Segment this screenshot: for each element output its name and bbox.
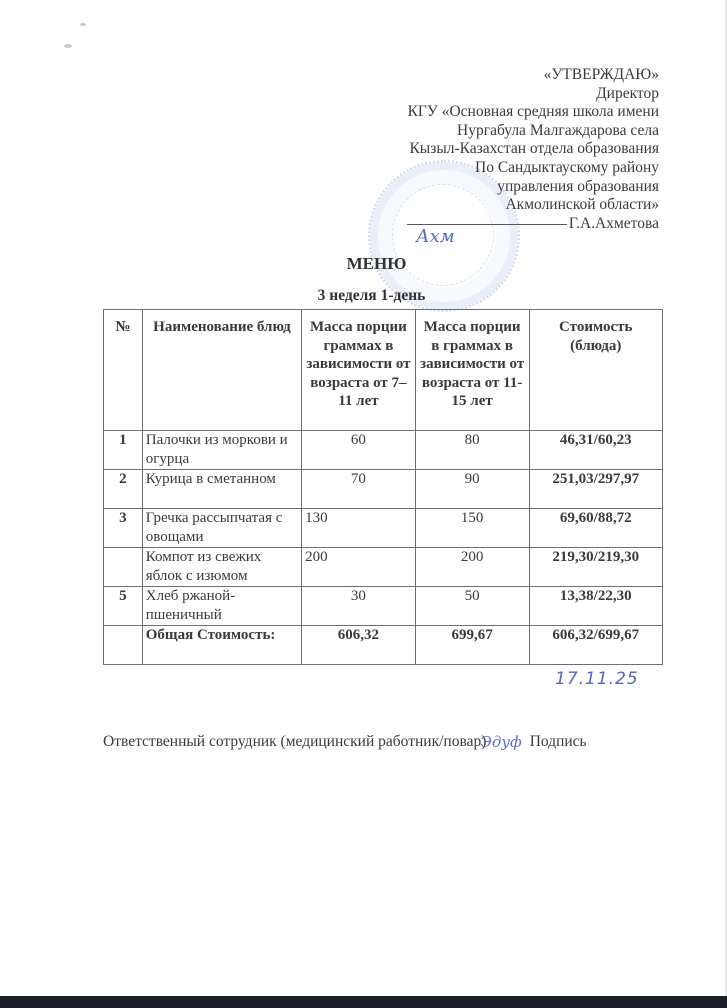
approval-line: Директор <box>596 84 659 102</box>
row-cost: 46,31/60,23 <box>529 431 663 470</box>
page-subtitle: 3 неделя 1-день <box>317 287 426 304</box>
table-row <box>104 548 663 587</box>
row-mass-11-15: 200 <box>415 548 529 587</box>
approval-line: Нургабула Малгаждарова села <box>457 121 659 139</box>
table-row <box>104 587 663 626</box>
approval-block <box>407 66 659 233</box>
total-mass-11-15: 699,67 <box>415 626 529 665</box>
row-name: Курица в сметанном <box>142 470 301 509</box>
scanner-edge <box>0 996 727 1008</box>
signatory-name: Г.А.Ахметова <box>568 214 659 232</box>
responsible-line <box>103 732 587 751</box>
row-mass-7-11: 30 <box>302 587 416 626</box>
approval-line: Кызыл-Казахстан отдела образования <box>409 140 659 158</box>
row-cost: 219,30/219,30 <box>529 548 663 587</box>
scan-speck <box>64 44 72 48</box>
row-mass-11-15: 50 <box>415 587 529 626</box>
row-cost: 69,60/88,72 <box>529 509 663 548</box>
signature-underline <box>407 224 567 225</box>
row-cost: 13,38/22,30 <box>529 587 663 626</box>
row-num: 1 <box>104 431 143 470</box>
approval-line: По Сандыктаускому району <box>475 158 659 176</box>
row-num: 5 <box>104 587 143 626</box>
row-name: Палочки из моркови и огурца <box>142 431 301 470</box>
total-label: Общая Стоимость: <box>142 626 301 665</box>
table-row <box>104 509 663 548</box>
row-num <box>104 548 143 587</box>
row-mass-7-11: 70 <box>302 470 416 509</box>
header-num: № <box>104 310 143 431</box>
row-name: Компот из свежих яблок с изюмом <box>142 548 301 587</box>
total-num <box>104 626 143 665</box>
cook-signature: Эдуф <box>480 733 522 751</box>
approval-line: «УТВЕРЖДАЮ» <box>543 66 659 83</box>
total-cost: 606,32/699,67 <box>529 626 663 665</box>
row-mass-11-15: 150 <box>415 509 529 548</box>
signature-label: Подпись <box>529 733 587 750</box>
row-mass-7-11: 200 <box>302 548 416 587</box>
row-mass-11-15: 80 <box>415 431 529 470</box>
approval-line: КГУ «Основная средняя школа имени <box>407 103 659 121</box>
header-name: Наименование блюд <box>142 310 301 431</box>
page-title: МЕНЮ <box>346 254 407 273</box>
approval-line: управления образования <box>497 177 659 195</box>
row-num: 3 <box>104 509 143 548</box>
row-mass-7-11: 60 <box>302 431 416 470</box>
header-mass-7-11: Масса порции граммах в зависимости от возраста от 7–11 лет <box>302 310 416 431</box>
table-row <box>104 431 663 470</box>
menu-table <box>103 309 663 665</box>
director-signature: Ахм <box>416 226 455 247</box>
table-header-row <box>104 310 663 431</box>
row-mass-7-11: 130 <box>302 509 416 548</box>
handwritten-date: 17.11.25 <box>555 669 639 689</box>
responsible-label: Ответственный сотрудник (медицинский работник/повар) <box>103 733 487 750</box>
header-cost: Стоимость (блюда) <box>529 310 663 431</box>
row-name: Хлеб ржаной-пшеничный <box>142 587 301 626</box>
approval-line: Акмолинской области» <box>505 196 659 214</box>
header-mass-11-15: Масса порции в граммах в зависимости от возраста от 11-15 лет <box>415 310 529 431</box>
row-mass-11-15: 90 <box>415 470 529 509</box>
row-num: 2 <box>104 470 143 509</box>
table-row <box>104 470 663 509</box>
scan-speck <box>80 23 86 26</box>
row-cost: 251,03/297,97 <box>529 470 663 509</box>
table-total-row <box>104 626 663 665</box>
row-name: Гречка рассыпчатая с овощами <box>142 509 301 548</box>
total-mass-7-11: 606,32 <box>302 626 416 665</box>
